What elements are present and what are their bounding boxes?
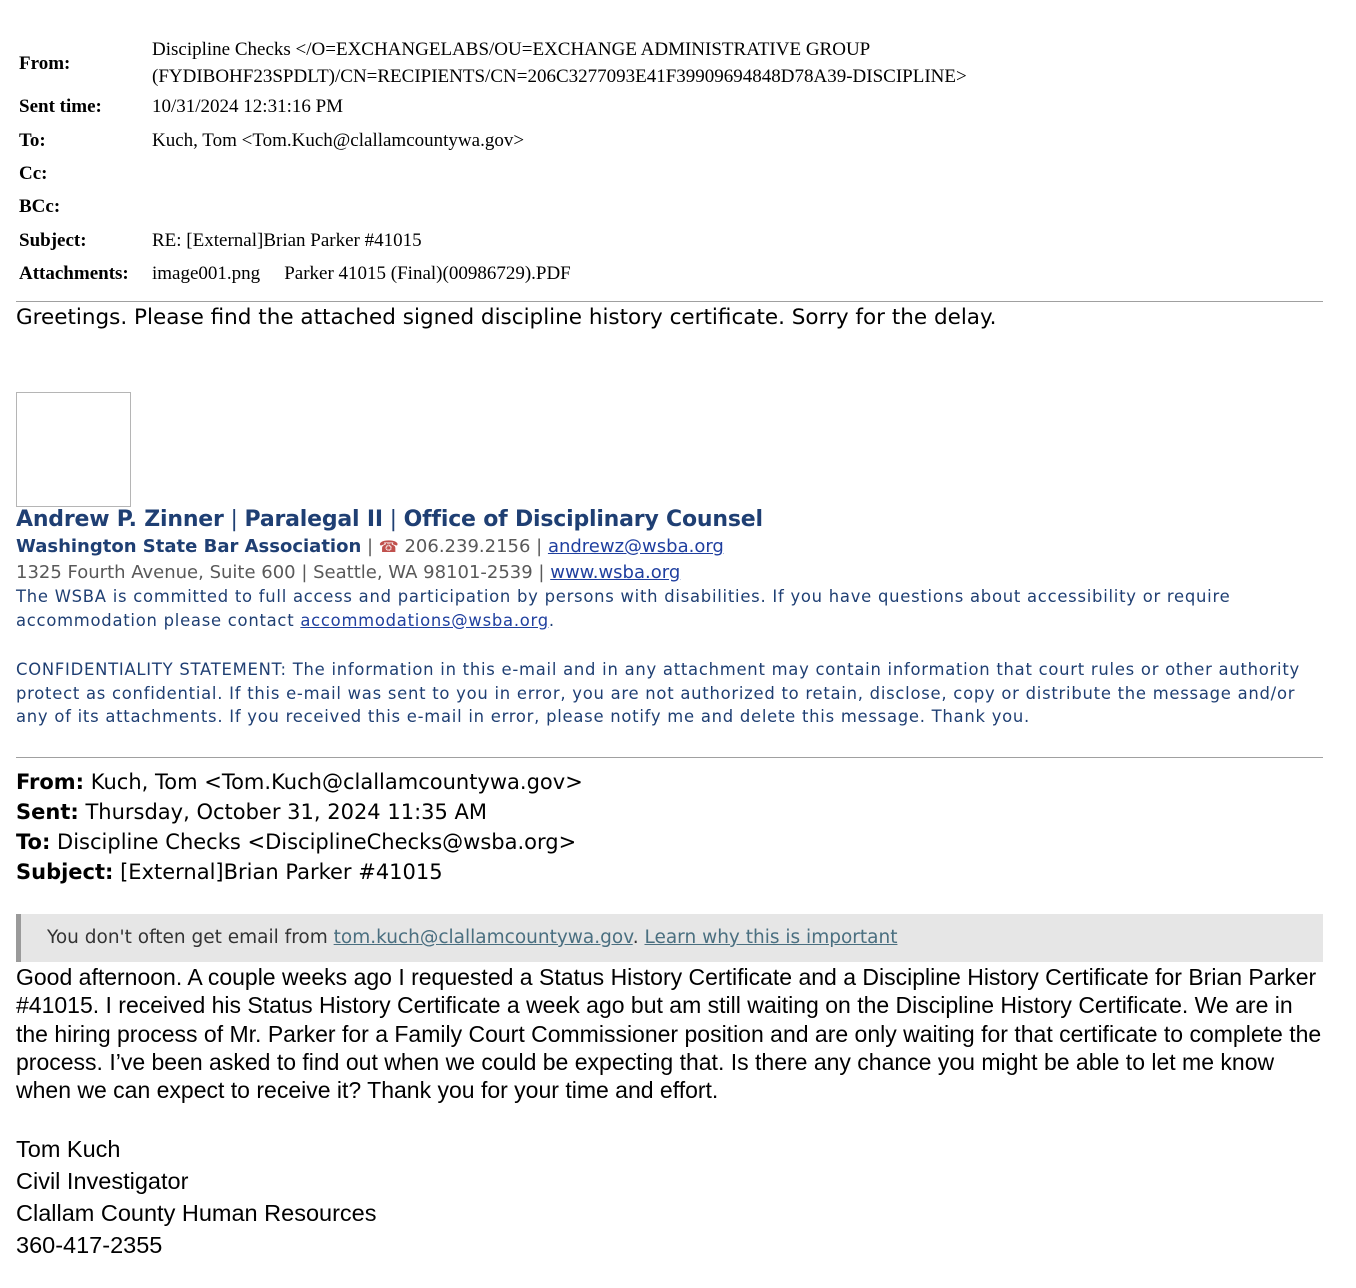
fwd-to-row [16, 827, 583, 857]
original-sig-org: Clallam County Human Resources [16, 1200, 377, 1226]
accommodations-email-link[interactable]: accommodations@wsba.org [300, 610, 549, 630]
external-sender-banner [16, 914, 1323, 962]
banner-period: . [632, 927, 645, 948]
bcc-label: BCc: [19, 196, 61, 218]
signature-address-line [16, 560, 680, 586]
header-from-row [19, 36, 1323, 90]
signature-org: Washington State Bar Association [16, 536, 362, 557]
fwd-to-label: To: [16, 830, 51, 854]
header-divider [16, 301, 1323, 302]
original-signature [16, 1133, 376, 1261]
subject-label: Subject: [19, 229, 87, 251]
fwd-to-value: Discipline Checks <DisciplineChecks@wsba.org> [50, 830, 577, 854]
fwd-from-label: From: [16, 770, 85, 794]
signature-org-line [16, 534, 724, 560]
from-value-line2: (FYDIBOHF23SPDLT)/CN=RECIPIENTS/CN=206C3277093E41F39909694848D78A39-DISCIPLINE> [152, 66, 967, 87]
accessibility-statement [16, 585, 1326, 632]
header-attachments-row [19, 257, 1323, 290]
banner-learn-why-link[interactable]: Learn why this is important [644, 927, 898, 948]
signature-image-placeholder [16, 392, 131, 507]
original-sig-phone: 360-417-2355 [16, 1232, 163, 1258]
fwd-sent-label: Sent: [16, 800, 79, 824]
reply-greeting: Greetings. Please find the attached signed discipline history certificate. Sorry for the delay. [16, 305, 997, 330]
fwd-subject-label: Subject: [16, 860, 114, 884]
sent-label: Sent time: [19, 96, 102, 118]
subject-value: RE: [External]Brian Parker #41015 [152, 229, 422, 251]
signature-title: Paralegal II [244, 507, 383, 532]
sent-value: 10/31/2024 12:31:16 PM [152, 96, 344, 118]
signature-separator: | [382, 507, 404, 532]
header-to-row [19, 123, 1323, 156]
to-label: To: [19, 129, 46, 151]
accessibility-text: The WSBA is committed to full access and participation by persons with disabilities. If you have questions about accessibility or require accommodation please contact [16, 587, 1231, 630]
fwd-from-row [16, 767, 583, 797]
header-sent-row [19, 90, 1323, 123]
signature-office: Office of Disciplinary Counsel [403, 507, 763, 532]
attachment-pdf[interactable]: Parker 41015 (Final)(00986729).PDF [284, 263, 571, 285]
header-bcc-row [19, 190, 1323, 223]
signature-name-line [16, 505, 763, 535]
header-subject-row [19, 224, 1323, 257]
attachments-value [152, 260, 1323, 287]
from-value [152, 36, 1323, 90]
email-header [19, 36, 1323, 290]
fwd-from-value: Kuch, Tom <Tom.Kuch@clallamcountywa.gov> [84, 770, 583, 794]
forwarded-header [16, 767, 583, 887]
accessibility-end: . [548, 610, 555, 630]
to-value: Kuch, Tom <Tom.Kuch@clallamcountywa.gov> [152, 129, 525, 151]
fwd-subject-value: [External]Brian Parker #41015 [113, 860, 443, 884]
signature-address: 1325 Fourth Avenue, Suite 600 | Seattle, WA 98101-2539 | [16, 562, 551, 583]
banner-text-line [47, 924, 897, 952]
signature-website-link[interactable]: www.wsba.org [550, 562, 681, 583]
original-message-body: Good afternoon. A couple weeks ago I requested a Status History Certificate and a Discipline History Certificate for Brian Parker #41015. I received his Status History Certificate a week ago but am still waiting on the Discipline History Certificate. We are in the hiring process of Mr. Parker for a Family Court Commissioner position and are only waiting for that certificate to complete the process. I’ve been asked to find out when we could be expecting that. Is there any chance you might be able to let me know when we can expect to receive it? Thank you for your time and effort. [16, 964, 1322, 1104]
from-label: From: [19, 52, 71, 74]
header-cc-row [19, 157, 1323, 190]
fwd-subject-row [16, 857, 583, 887]
signature-name: Andrew P. Zinner [16, 507, 224, 532]
attachment-image[interactable]: image001.png [152, 263, 261, 285]
fwd-sent-row [16, 797, 583, 827]
forward-divider [16, 757, 1323, 758]
phone-icon: ☎ [378, 537, 399, 556]
from-value-line1: Discipline Checks </O=EXCHANGELABS/OU=EXCHANGE ADMINISTRATIVE GROUP [152, 39, 871, 60]
signature-pipe: | [361, 536, 379, 557]
signature-email-link[interactable]: andrewz@wsba.org [547, 536, 724, 557]
attachments-label: Attachments: [19, 263, 129, 285]
signature-pipe: | [530, 536, 548, 557]
signature-separator: | [223, 507, 245, 532]
original-sig-name: Tom Kuch [16, 1136, 121, 1162]
cc-label: Cc: [19, 162, 48, 184]
fwd-sent-value: Thursday, October 31, 2024 11:35 AM [78, 800, 488, 824]
original-sig-title: Civil Investigator [16, 1168, 189, 1194]
banner-text: You don't often get email from [47, 927, 334, 948]
banner-sender-email-link[interactable]: tom.kuch@clallamcountywa.gov [333, 927, 633, 948]
signature-phone: 206.239.2156 [398, 536, 531, 557]
confidentiality-statement: CONFIDENTIALITY STATEMENT: The information in this e-mail and in any attachment may contain information that court rules or other authority protect as confidential. If this e-mail was sent to you in error, you are not authorized to retain, disclose, copy or distribute the message and/or any of its attachments. If you received this e-mail in error, please notify me and delete this message. Thank you. [16, 660, 1300, 726]
